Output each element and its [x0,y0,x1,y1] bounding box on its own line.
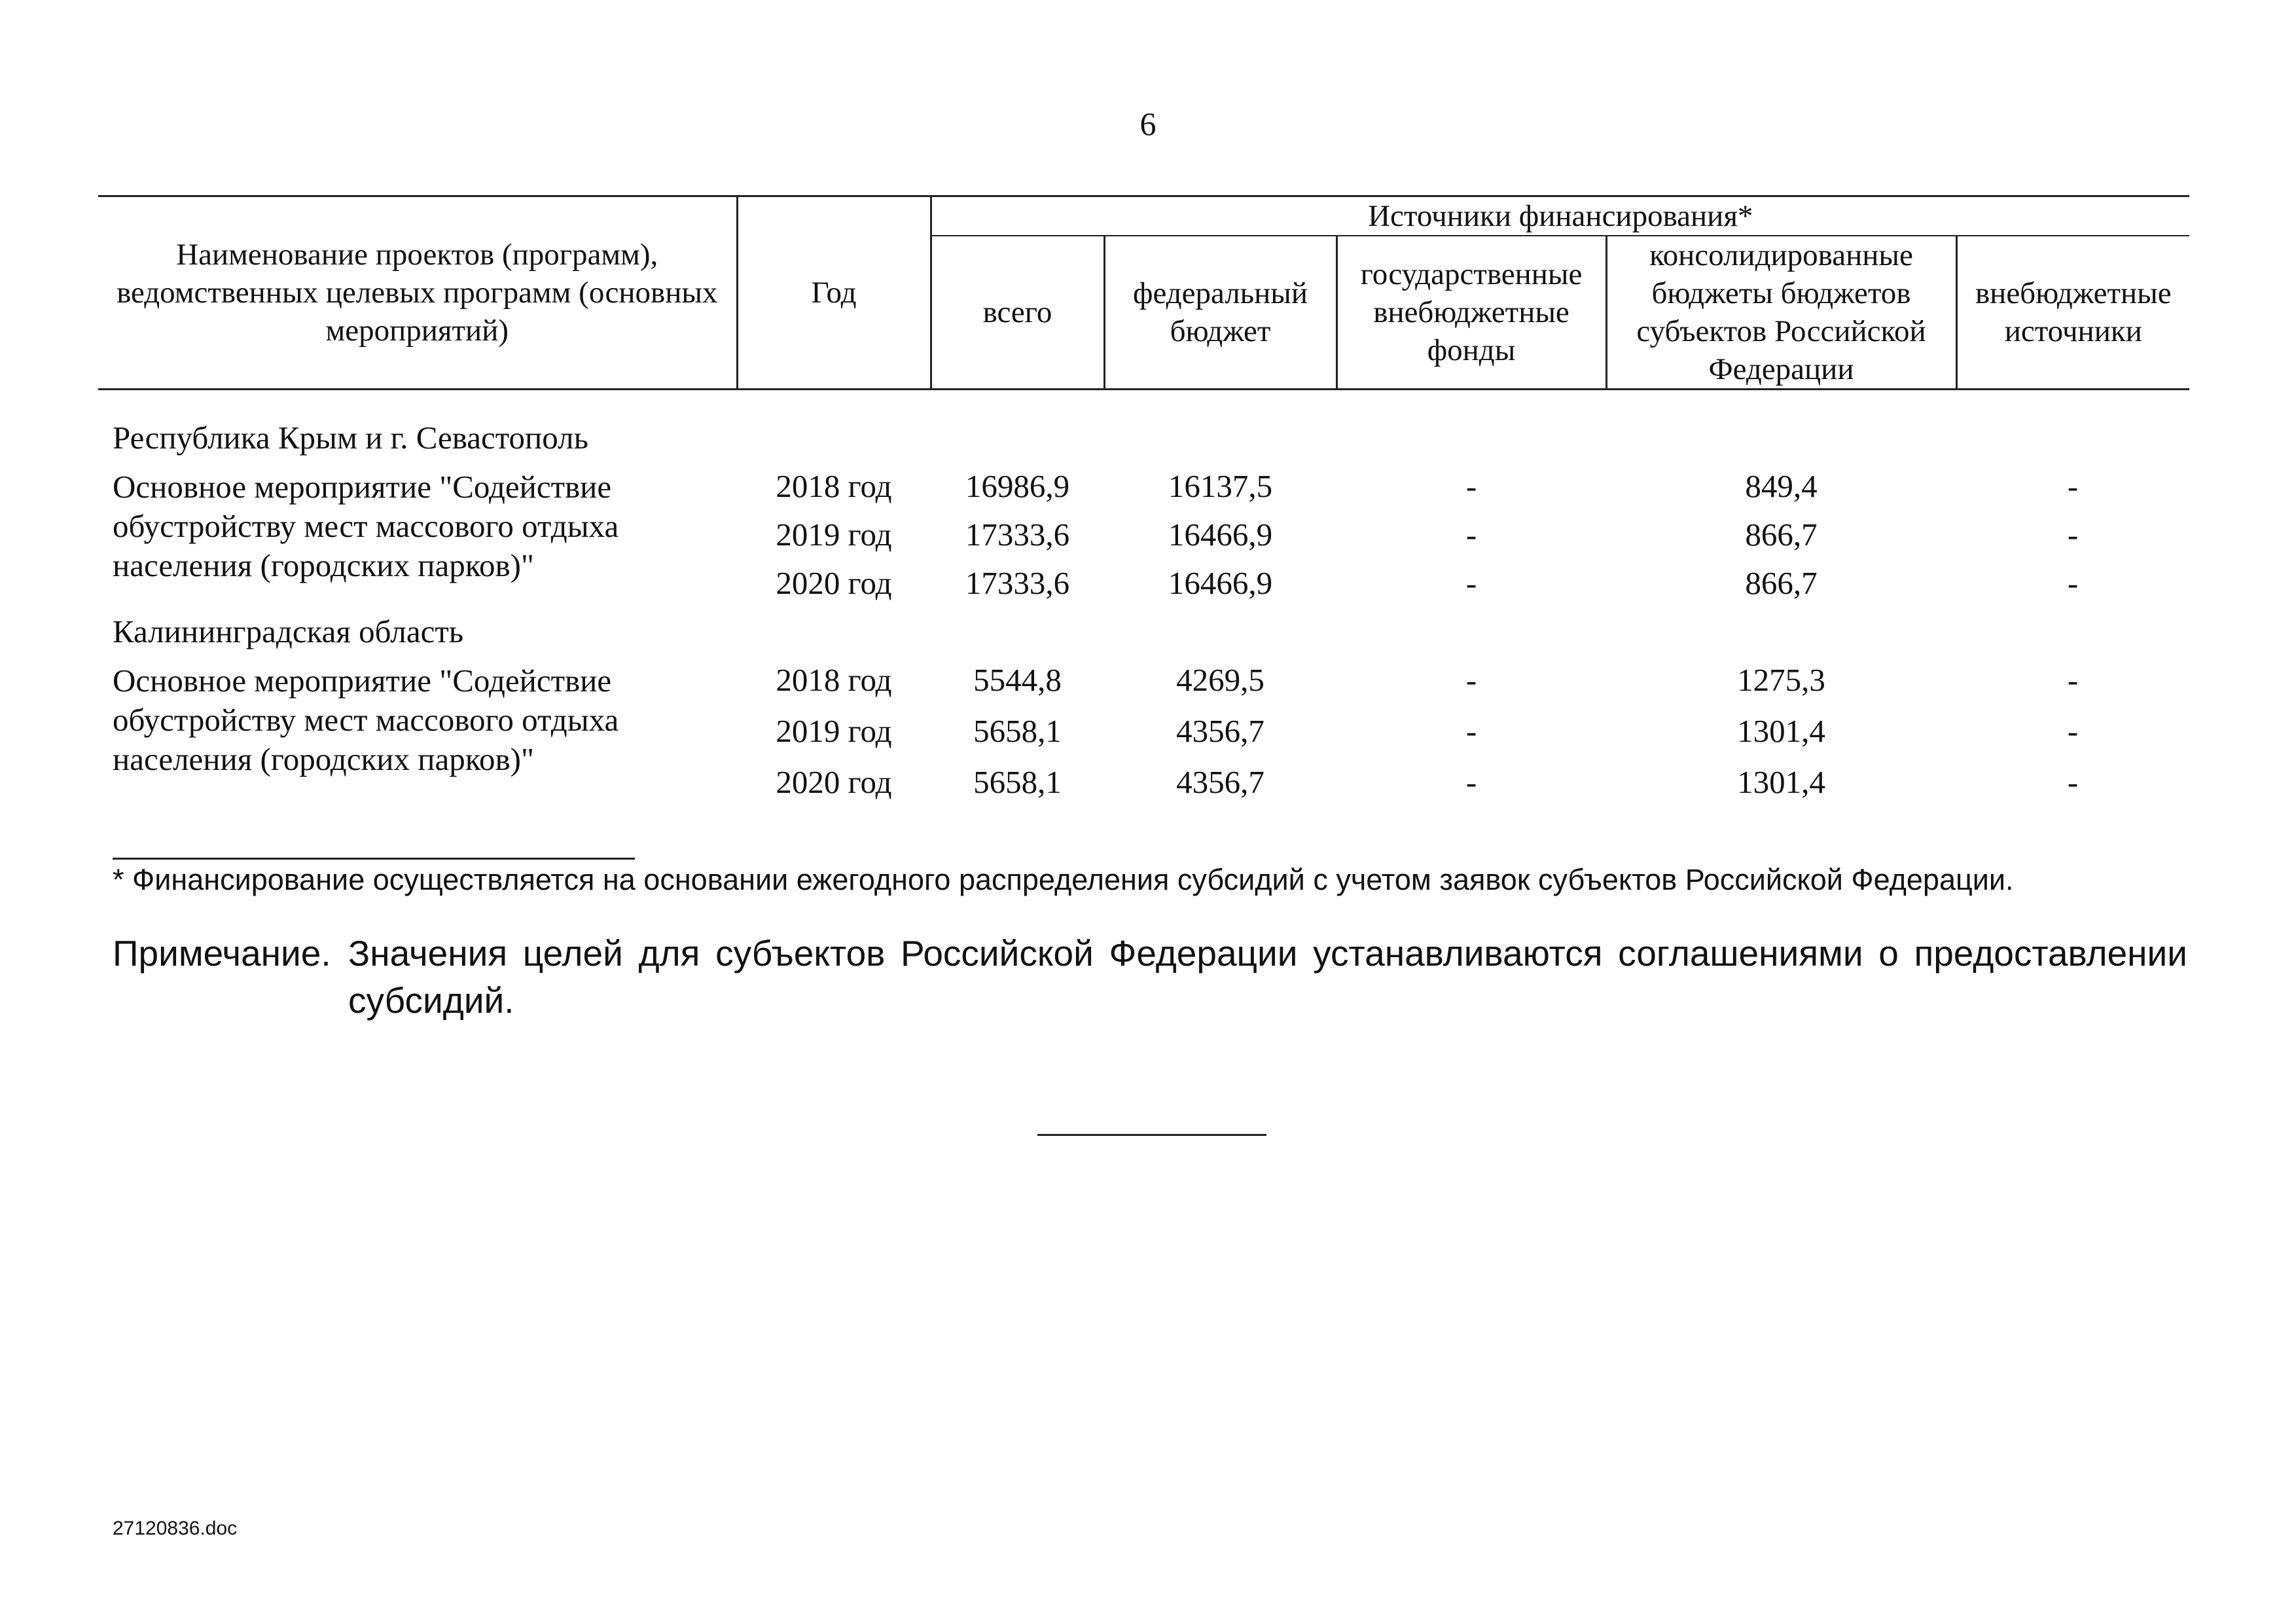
cell-total: 16986,9 [965,468,1070,504]
cell-federal: 16466,9 [1168,517,1273,553]
cell-state-funds: - [1465,713,1477,749]
cell-state-funds: - [1465,662,1477,698]
footnote: * Финансирование осуществляется на основании ежегодного распределения субсидий с учетом заявок субъектов Российской Федерации. [113,863,2014,896]
cell-federal: 4269,5 [1176,662,1265,698]
cell-offbudget: - [2067,517,2079,553]
cell-consolidated: 1301,4 [1737,713,1825,749]
cell-year: 2018 год [776,468,892,504]
cell-consolidated: 866,7 [1745,565,1818,601]
cell-year: 2019 год [776,517,892,553]
header-federal: федеральный бюджет [1104,236,1336,390]
cell-state-funds: - [1465,764,1477,800]
header-name: Наименование проектов (программ), ведомственных целевых программ (основных мероприятий) [98,196,737,390]
table-row [98,467,2189,516]
table-row [98,661,2189,712]
cell-total: 17333,6 [965,517,1070,553]
cell-federal: 4356,7 [1176,764,1265,800]
financing-table [98,195,2189,814]
note-text: Значения целей для субъектов Российской Федерации устанавливаются соглашениями о предоставлении субсидий. [348,933,2187,1021]
cell-year: 2019 год [776,713,892,749]
cell-state-funds: - [1465,517,1477,553]
footnote-divider [113,858,635,860]
cell-federal: 4356,7 [1176,713,1265,749]
cell-offbudget: - [2067,764,2079,800]
header-sources: Источники финансирования* [931,196,2189,236]
cell-offbudget: - [2067,468,2079,504]
cell-offbudget: - [2067,713,2079,749]
cell-state-funds: - [1465,468,1477,504]
header-state-funds: государственные внебюджетные фонды [1336,236,1606,390]
cell-offbudget: - [2067,565,2079,601]
header-consolidated: консолидированные бюджеты бюджетов субъектов Российской Федерации [1606,236,1956,390]
cell-consolidated: 1275,3 [1737,662,1825,698]
cell-federal: 16466,9 [1168,565,1273,601]
activity-name: Основное мероприятие "Содействие обустройству мест массового отдыха населения (городских парков)" [113,663,619,777]
cell-state-funds: - [1465,565,1477,601]
cell-total: 5658,1 [973,764,1062,800]
cell-year: 2020 год [776,764,892,800]
header-total: всего [931,236,1104,390]
cell-total: 17333,6 [965,565,1070,601]
document-code: 27120836.doc [113,1518,238,1539]
cell-consolidated: 866,7 [1745,517,1818,553]
end-divider [1037,1134,1266,1136]
region-name: Калининградская область [113,613,464,649]
header-year: Год [737,196,931,390]
header-offbudget: внебюджетные источники [1956,236,2189,390]
cell-year: 2020 год [776,565,892,601]
cell-total: 5544,8 [973,662,1062,698]
cell-consolidated: 1301,4 [1737,764,1825,800]
region-name: Республика Крым и г. Севастополь [113,420,588,456]
cell-year: 2018 год [776,662,892,698]
cell-offbudget: - [2067,662,2079,698]
cell-total: 5658,1 [973,713,1062,749]
activity-name: Основное мероприятие "Содействие обустройству мест массового отдыха населения (городских парков)" [113,469,619,583]
cell-federal: 16137,5 [1168,468,1273,504]
note-label: Примечание. [113,933,331,974]
page-number: 6 [1139,105,1157,142]
cell-consolidated: 849,4 [1745,468,1818,504]
